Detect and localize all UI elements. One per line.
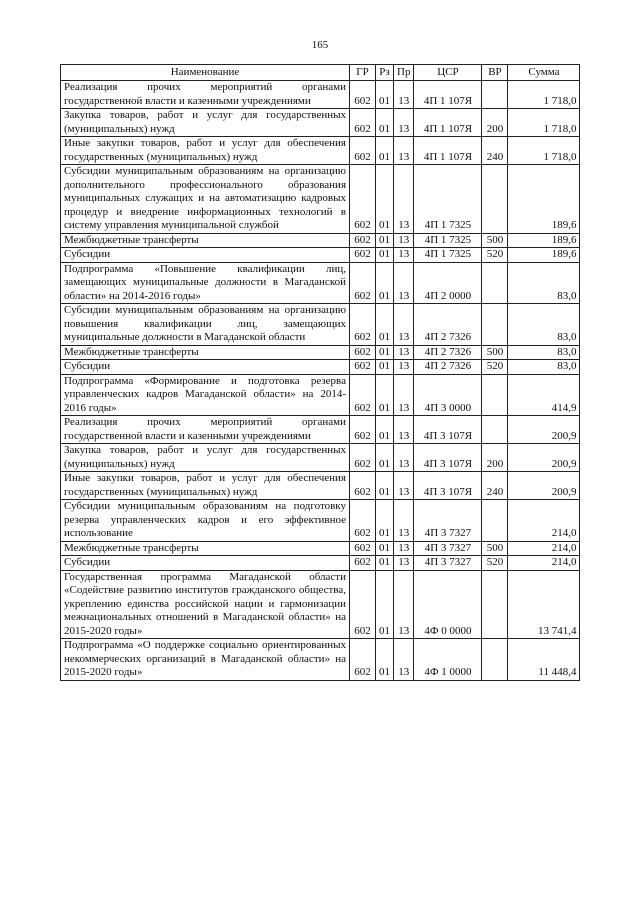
cell-csr: 4П 3 0000 [414,374,482,416]
cell-pr: 13 [394,165,414,234]
cell-csr: 4П 3 7327 [414,556,482,571]
cell-sum: 214,0 [508,541,580,556]
cell-vr [482,374,508,416]
cell-name: Подпрограмма «О поддержке социально ориентированных некоммерческих организаций в Магаданской области» на 2015-2020 годы» [61,639,350,681]
cell-csr: 4П 3 7327 [414,500,482,542]
cell-pr: 13 [394,248,414,263]
header-row [61,65,580,81]
table-row [61,500,580,542]
table-row [61,472,580,500]
cell-name: Реализация прочих мероприятий органами государственной власти и казенными учреждениями [61,81,350,109]
cell-name: Субсидии муниципальным образованиям на организацию дополнительного профессионального образования муниципальных служащих и на автоматизацию кадровых процедур и внедрение информационных технологий в систему управления муниципальной службой [61,165,350,234]
cell-rz: 01 [376,248,394,263]
cell-name: Подпрограмма «Формирование и подготовка резерва управленческих кадров Магаданской области» на 2014-2016 годы» [61,374,350,416]
table-row [61,165,580,234]
cell-gr: 602 [350,137,376,165]
cell-csr: 4Ф 0 0000 [414,570,482,639]
cell-vr [482,639,508,681]
cell-name: Межбюджетные трансферты [61,541,350,556]
cell-vr: 500 [482,233,508,248]
cell-sum: 200,9 [508,416,580,444]
header-rz: Рз [376,65,394,81]
table-row [61,345,580,360]
page-number: 165 [311,39,329,51]
cell-gr: 602 [350,444,376,472]
cell-name: Иные закупки товаров, работ и услуг для обеспечения государственных (муниципальных) нужд [61,137,350,165]
cell-rz: 01 [376,109,394,137]
cell-sum: 189,6 [508,233,580,248]
budget-table [60,64,580,681]
cell-sum: 189,6 [508,165,580,234]
header-pr: Пр [394,65,414,81]
cell-sum: 214,0 [508,500,580,542]
cell-name: Государственная программа Магаданской области «Содействие развитию институтов гражданского общества, укреплению единства российской нации и гармонизации межнациональных отношений в Магаданской области» на 2015-2020 годы» [61,570,350,639]
table-row [61,233,580,248]
cell-csr: 4П 2 7326 [414,304,482,346]
cell-pr: 13 [394,109,414,137]
cell-sum: 214,0 [508,556,580,571]
cell-vr [482,165,508,234]
cell-rz: 01 [376,500,394,542]
cell-vr: 500 [482,541,508,556]
header-csr: ЦСР [414,65,482,81]
cell-name: Иные закупки товаров, работ и услуг для обеспечения государственных (муниципальных) нужд [61,472,350,500]
cell-pr: 13 [394,233,414,248]
cell-rz: 01 [376,374,394,416]
cell-name: Закупка товаров, работ и услуг для государственных (муниципальных) нужд [61,444,350,472]
cell-vr: 520 [482,556,508,571]
cell-pr: 13 [394,345,414,360]
cell-csr: 4П 3 107Я [414,472,482,500]
cell-gr: 602 [350,262,376,304]
cell-name: Закупка товаров, работ и услуг для государственных (муниципальных) нужд [61,109,350,137]
cell-vr: 500 [482,345,508,360]
cell-vr [482,570,508,639]
cell-name: Реализация прочих мероприятий органами государственной власти и казенными учреждениями [61,416,350,444]
cell-gr: 602 [350,360,376,375]
cell-csr: 4П 1 7325 [414,233,482,248]
cell-vr: 240 [482,137,508,165]
cell-sum: 1 718,0 [508,137,580,165]
cell-rz: 01 [376,416,394,444]
cell-csr: 4П 1 107Я [414,109,482,137]
cell-vr [482,304,508,346]
cell-pr: 13 [394,556,414,571]
table-row [61,374,580,416]
cell-pr: 13 [394,374,414,416]
cell-pr: 13 [394,360,414,375]
cell-gr: 602 [350,416,376,444]
cell-pr: 13 [394,472,414,500]
cell-pr: 13 [394,137,414,165]
cell-csr: 4П 3 107Я [414,416,482,444]
cell-pr: 13 [394,304,414,346]
cell-rz: 01 [376,360,394,375]
cell-rz: 01 [376,556,394,571]
cell-name: Межбюджетные трансферты [61,233,350,248]
cell-sum: 11 448,4 [508,639,580,681]
header-sum: Сумма [508,65,580,81]
cell-vr [482,262,508,304]
cell-sum: 189,6 [508,248,580,263]
cell-sum: 83,0 [508,360,580,375]
cell-gr: 602 [350,500,376,542]
cell-vr: 200 [482,109,508,137]
table-row [61,109,580,137]
cell-pr: 13 [394,541,414,556]
cell-name: Субсидии муниципальным образованиям на организацию повышения квалификации лиц, замещающих муниципальные должности в Магаданской области [61,304,350,346]
cell-csr: 4П 1 107Я [414,137,482,165]
cell-name: Субсидии [61,360,350,375]
cell-vr: 520 [482,360,508,375]
cell-name: Межбюджетные трансферты [61,345,350,360]
cell-pr: 13 [394,81,414,109]
table-row [61,81,580,109]
cell-gr: 602 [350,81,376,109]
cell-rz: 01 [376,570,394,639]
cell-sum: 200,9 [508,472,580,500]
cell-rz: 01 [376,304,394,346]
cell-rz: 01 [376,639,394,681]
cell-csr: 4П 1 7325 [414,248,482,263]
cell-vr: 240 [482,472,508,500]
cell-csr: 4П 2 7326 [414,345,482,360]
table-body [61,81,580,681]
cell-vr: 520 [482,248,508,263]
table-row [61,304,580,346]
cell-name: Субсидии [61,556,350,571]
cell-gr: 602 [350,248,376,263]
cell-sum: 414,9 [508,374,580,416]
table-row [61,556,580,571]
cell-name: Подпрограмма «Повышение квалификации лиц, замещающих муниципальные должности в Магаданской области» на 2014-2016 годы» [61,262,350,304]
cell-csr: 4П 1 107Я [414,81,482,109]
cell-gr: 602 [350,472,376,500]
cell-csr: 4П 3 107Я [414,444,482,472]
cell-rz: 01 [376,137,394,165]
cell-pr: 13 [394,500,414,542]
cell-vr [482,500,508,542]
cell-vr [482,81,508,109]
cell-vr: 200 [482,444,508,472]
cell-pr: 13 [394,416,414,444]
cell-sum: 83,0 [508,304,580,346]
cell-pr: 13 [394,444,414,472]
cell-rz: 01 [376,262,394,304]
table-row [61,541,580,556]
cell-csr: 4Ф 1 0000 [414,639,482,681]
cell-csr: 4П 2 0000 [414,262,482,304]
cell-rz: 01 [376,345,394,360]
cell-rz: 01 [376,541,394,556]
cell-name: Субсидии муниципальным образованиям на подготовку резерва управленческих кадров и его эффективное использование [61,500,350,542]
table-row [61,262,580,304]
cell-gr: 602 [350,570,376,639]
header-name: Наименование [61,65,350,81]
cell-name: Субсидии [61,248,350,263]
cell-sum: 83,0 [508,345,580,360]
cell-gr: 602 [350,304,376,346]
cell-gr: 602 [350,345,376,360]
cell-gr: 602 [350,541,376,556]
cell-sum: 83,0 [508,262,580,304]
cell-pr: 13 [394,570,414,639]
table-row [61,639,580,681]
cell-rz: 01 [376,165,394,234]
cell-rz: 01 [376,444,394,472]
cell-csr: 4П 3 7327 [414,541,482,556]
cell-gr: 602 [350,233,376,248]
table-row [61,570,580,639]
table-row [61,137,580,165]
cell-gr: 602 [350,165,376,234]
table-row [61,360,580,375]
cell-vr [482,416,508,444]
cell-sum: 13 741,4 [508,570,580,639]
cell-gr: 602 [350,639,376,681]
cell-sum: 1 718,0 [508,109,580,137]
table-row [61,444,580,472]
table-row [61,248,580,263]
cell-pr: 13 [394,639,414,681]
cell-gr: 602 [350,556,376,571]
cell-gr: 602 [350,374,376,416]
cell-rz: 01 [376,233,394,248]
cell-sum: 1 718,0 [508,81,580,109]
header-gr: ГР [350,65,376,81]
header-vr: ВР [482,65,508,81]
cell-csr: 4П 1 7325 [414,165,482,234]
cell-rz: 01 [376,472,394,500]
table-row [61,416,580,444]
cell-gr: 602 [350,109,376,137]
cell-rz: 01 [376,81,394,109]
cell-pr: 13 [394,262,414,304]
cell-sum: 200,9 [508,444,580,472]
cell-csr: 4П 2 7326 [414,360,482,375]
